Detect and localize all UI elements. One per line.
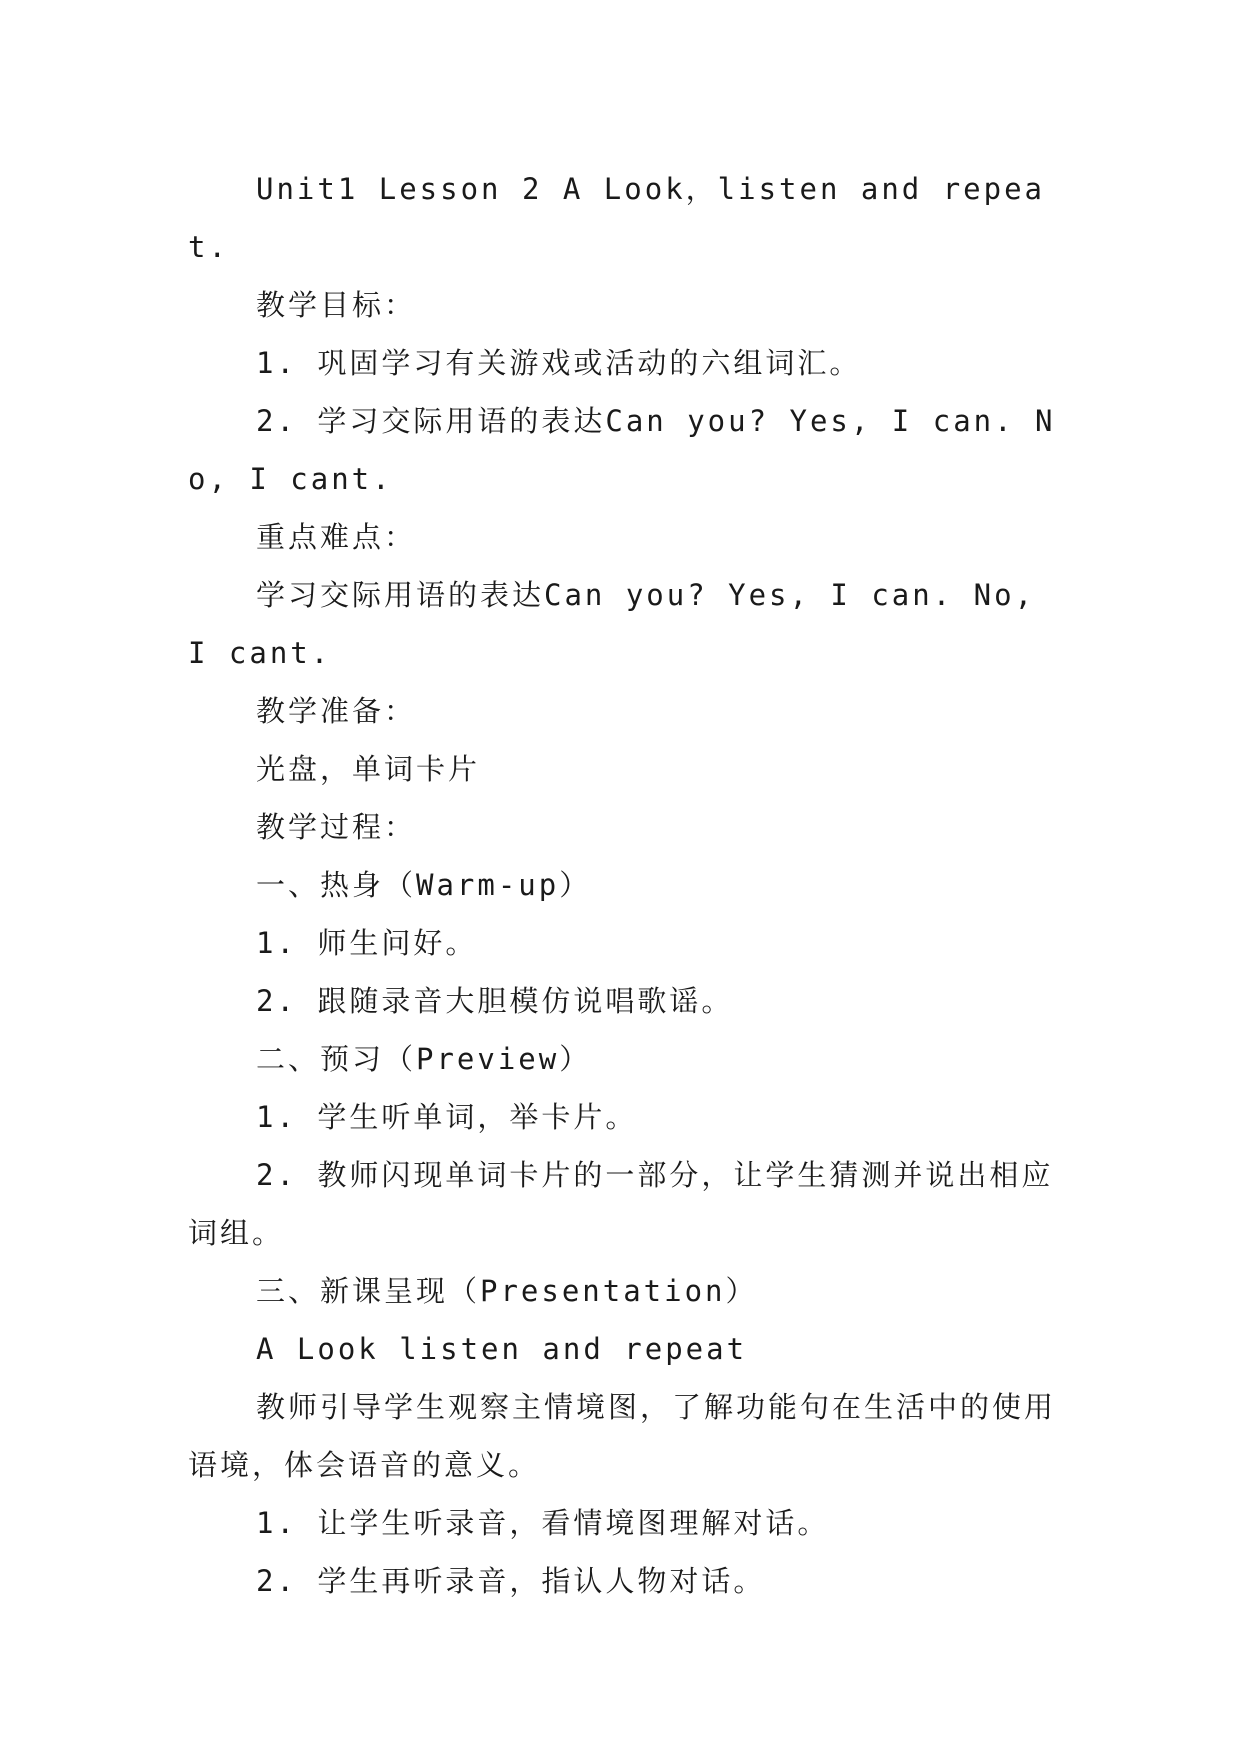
- section-heading-preparation: 教学准备：: [256, 694, 417, 728]
- section-heading-objectives: 教学目标：: [256, 288, 417, 322]
- step-item: 2. 教师闪现单词卡片的一部分，让学生猜测并说出相应词组。: [188, 1158, 1054, 1250]
- section-heading-key-points: 重点难点：: [256, 520, 417, 554]
- step-item: 1. 学生听单词，举卡片。: [256, 1100, 638, 1134]
- activity-title: A Look listen and repeat: [256, 1332, 748, 1366]
- objective-item: 2. 学习交际用语的表达Can you? Yes, I can. No, I cant.: [188, 404, 1056, 496]
- step-heading-preview: 二、预习（Preview）: [256, 1042, 592, 1076]
- step-item: 2. 跟随录音大胆模仿说唱歌谣。: [256, 984, 734, 1018]
- objective-item: 1. 巩固学习有关游戏或活动的六组词汇。: [256, 346, 862, 380]
- step-item: 2. 学生再听录音，指认人物对话。: [256, 1564, 766, 1598]
- section-heading-process: 教学过程：: [256, 810, 417, 844]
- document-body: [188, 160, 1056, 1610]
- step-heading-warm-up: 一、热身（Warm-up）: [256, 868, 592, 902]
- step-heading-presentation: 三、新课呈现（Presentation）: [256, 1274, 758, 1308]
- activity-description: 教师引导学生观察主情境图，了解功能句在生活中的使用语境，体会语音的意义。: [188, 1390, 1057, 1482]
- step-item: 1. 师生问好。: [256, 926, 478, 960]
- key-points-text: 学习交际用语的表达Can you? Yes, I can. No, I cant.: [188, 578, 1036, 670]
- lesson-title: Unit1 Lesson 2 A Look，listen and repeat.: [188, 172, 1046, 264]
- step-item: 1. 让学生听录音，看情境图理解对话。: [256, 1506, 830, 1540]
- preparation-text: 光盘，单词卡片: [256, 752, 481, 786]
